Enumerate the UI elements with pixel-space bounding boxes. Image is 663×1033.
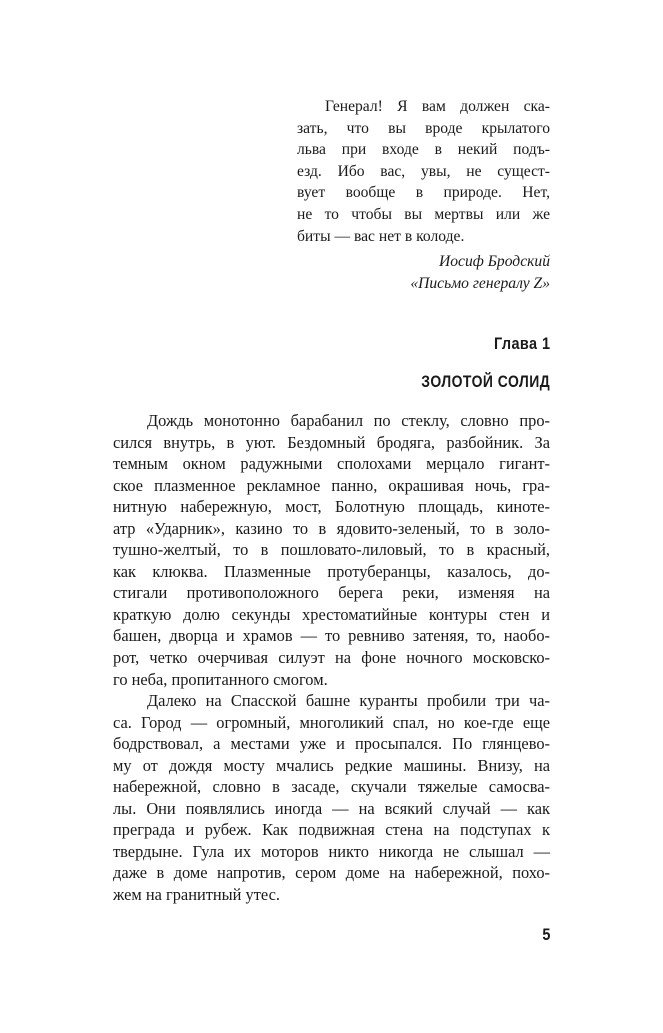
body-line: преграда и рубеж. Как подвижная стена на подступах к bbox=[113, 820, 550, 840]
body-line: темным окном радужными сполохами мерцало гигант- bbox=[113, 454, 550, 474]
body-line: нитную набережную, мост, Болотную площадь, киноте- bbox=[113, 497, 550, 517]
epigraph-line: биты — вас нет в колоде. bbox=[297, 227, 465, 245]
epigraph-line: льва при входе в некий подъ- bbox=[297, 141, 550, 159]
epigraph-line: зать, что вы вроде крылатого bbox=[297, 119, 550, 137]
body-line: тушно-желтый, то в пошловато-лиловый, то в красный, bbox=[113, 540, 550, 560]
body-line: набережной, словно в засаде, скучали тяжелые самосва- bbox=[113, 777, 550, 797]
body-line: Дождь монотонно барабанил по стеклу, словно про- bbox=[147, 411, 550, 430]
body-line: рот, четко очерчивая силуэт на фоне ночного московско- bbox=[113, 648, 550, 668]
body-text bbox=[113, 410, 550, 906]
body-line: башен, дворца и храмов — то ревниво затеняя, то, наобо- bbox=[113, 626, 550, 646]
body-line: жем на гранитный утес. bbox=[113, 885, 280, 905]
chapter-title: ЗОЛОТОЙ СОЛИД bbox=[421, 372, 550, 391]
body-line: стигали противоположного берега реки, изменяя на bbox=[113, 583, 550, 603]
body-line: ское плазменное рекламное панно, окрашивая ночь, гра- bbox=[113, 475, 550, 495]
body-line: бодрствовал, а местами уже и просыпался. По глянцево- bbox=[113, 734, 550, 754]
epigraph-line: Генерал! Я вам должен ска- bbox=[325, 98, 550, 115]
body-line: го неба, пропитанного смогом. bbox=[113, 669, 328, 689]
body-line: даже в доме напротив, сером доме на набережной, похо- bbox=[113, 863, 550, 883]
body-line: лы. Они появлялись иногда — на всякий случай — как bbox=[113, 798, 550, 818]
body-line: сился внутрь, в уют. Бездомный бродяга, разбойник. За bbox=[113, 432, 550, 452]
body-line: твердыне. Гула их моторов никто никогда не слышал — bbox=[113, 841, 550, 861]
body-line: краткую долю секунды хрестоматийные контуры стен и bbox=[113, 604, 550, 624]
epigraph-line: вует вообще в природе. Нет, bbox=[297, 184, 550, 202]
epigraph bbox=[297, 96, 550, 294]
epigraph-line: не то чтобы вы мертвы или же bbox=[297, 205, 550, 223]
chapter-number: Глава 1 bbox=[493, 334, 550, 353]
body-line: са. Город — огромный, многоликий спал, но кое-где еще bbox=[113, 712, 550, 732]
epigraph-source: «Письмо генералу Z» bbox=[410, 274, 550, 292]
body-line: как клюква. Плазменные протуберанцы, казалось, до- bbox=[113, 561, 550, 581]
epigraph-author: Иосиф Бродский bbox=[438, 253, 550, 271]
body-line: Далеко на Спасской башне куранты пробили три ча- bbox=[147, 691, 550, 711]
page-number: 5 bbox=[541, 925, 550, 944]
epigraph-line: езд. Ибо вас, увы, не сущест- bbox=[297, 162, 550, 180]
body-line: му от дождя мосту мчались редкие машины. Внизу, на bbox=[113, 755, 550, 775]
body-line: атр «Ударник», казино то в ядовито-зеленый, то в золо- bbox=[113, 518, 550, 538]
